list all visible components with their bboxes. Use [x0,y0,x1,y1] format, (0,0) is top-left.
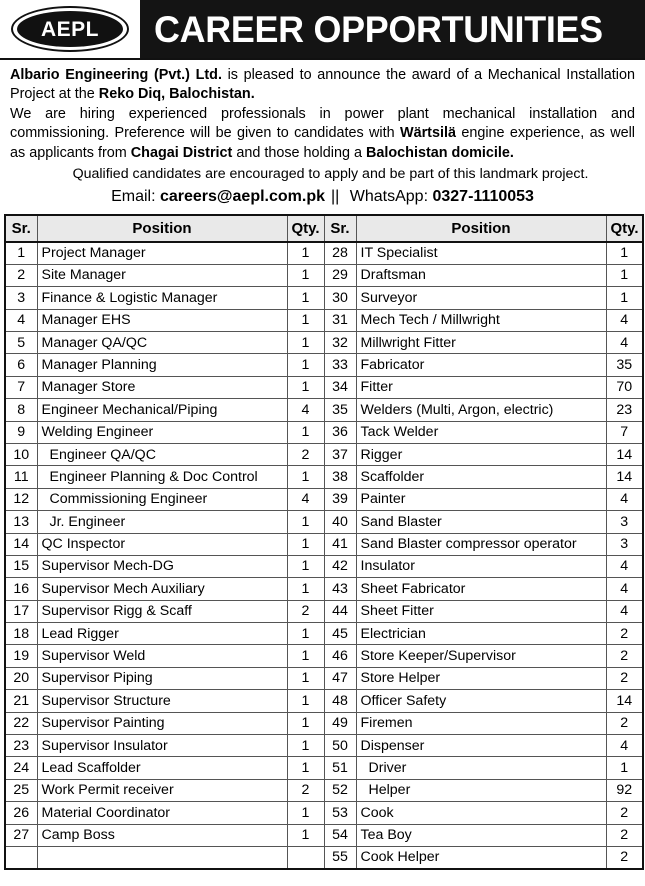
header-banner [0,0,645,60]
cell-qty-right: 4 [606,578,643,600]
cell-sr-right: 35 [324,399,356,421]
cell-qty-left: 1 [287,757,324,779]
cell-qty-right: 4 [606,488,643,510]
cell-sr-left: 17 [5,600,37,622]
cell-qty-left: 2 [287,443,324,465]
cell-qty-left: 1 [287,735,324,757]
cell-position-left [37,846,287,868]
table-row [5,488,643,510]
table-row [5,511,643,533]
cell-sr-left: 13 [5,511,37,533]
cell-qty-left: 1 [287,555,324,577]
cell-qty-right: 4 [606,555,643,577]
cell-qty-left: 1 [287,667,324,689]
cell-position-left: Lead Rigger [37,623,287,645]
encouragement-line: Qualified candidates are encouraged to apply and be part of this landmark project. [72,165,589,182]
jobs-table-body [5,242,643,869]
district-name: Chagai District [130,144,233,161]
table-row [5,309,643,331]
cell-qty-right: 2 [606,846,643,868]
contact-separator: || [331,187,340,205]
email-label: Email: [111,187,156,205]
table-row [5,399,643,421]
cell-sr-right: 55 [324,846,356,868]
cell-position-left: Finance & Logistic Manager [37,287,287,309]
cell-position-right: Insulator [356,555,606,577]
cell-position-right: Electrician [356,623,606,645]
cell-qty-left: 1 [287,623,324,645]
cell-position-right: Rigger [356,443,606,465]
cell-position-left: Supervisor Weld [37,645,287,667]
cell-sr-left: 21 [5,690,37,712]
intro-p2-a: We are hiring experienced professionals in power plant mechanical installation and commissioning. Preference will be given to candidates with [10,106,635,142]
cell-qty-left: 1 [287,511,324,533]
cell-qty-right: 14 [606,690,643,712]
email-address[interactable]: careers@aepl.com.pk [159,187,325,205]
cell-position-left: Lead Scaffolder [37,757,287,779]
cell-qty-right: 4 [606,735,643,757]
header-sr-right: Sr. [324,215,356,242]
cell-sr-right: 42 [324,555,356,577]
cell-sr-left: 19 [5,645,37,667]
cell-sr-right: 51 [324,757,356,779]
cell-sr-right: 49 [324,712,356,734]
cell-position-right: Draftsman [356,264,606,286]
cell-qty-right: 14 [606,466,643,488]
cell-sr-right: 41 [324,533,356,555]
cell-position-left: Camp Boss [37,824,287,846]
table-row [5,331,643,353]
cell-sr-left: 25 [5,779,37,801]
cell-sr-right: 29 [324,264,356,286]
cell-sr-right: 46 [324,645,356,667]
cell-position-right: Mech Tech / Millwright [356,309,606,331]
cell-sr-right: 38 [324,466,356,488]
cell-position-right: Dispenser [356,735,606,757]
cell-qty-right: 70 [606,376,643,398]
cell-sr-right: 43 [324,578,356,600]
cell-position-right: Firemen [356,712,606,734]
cell-qty-right: 92 [606,779,643,801]
cell-qty-left: 1 [287,287,324,309]
table-row [5,287,643,309]
cell-qty-right: 1 [606,242,643,264]
cell-position-right: Sand Blaster compressor operator [356,533,606,555]
cell-qty-left: 1 [287,645,324,667]
cell-position-right: Painter [356,488,606,510]
cell-qty-left [287,846,324,868]
cell-sr-right: 37 [324,443,356,465]
cell-qty-right: 2 [606,623,643,645]
cell-qty-right: 1 [606,264,643,286]
cell-sr-left: 10 [5,443,37,465]
cell-sr-left: 24 [5,757,37,779]
company-logo [0,0,140,58]
table-row [5,354,643,376]
cell-sr-left: 1 [5,242,37,264]
table-row [5,735,643,757]
cell-sr-left: 27 [5,824,37,846]
cell-sr-left: 6 [5,354,37,376]
cell-qty-right: 3 [606,511,643,533]
table-row [5,802,643,824]
table-row [5,555,643,577]
cell-position-right: Fitter [356,376,606,398]
cell-qty-left: 1 [287,712,324,734]
contact-line [10,186,635,207]
page-title: CAREER OPPORTUNITIES [154,8,603,50]
cell-qty-left: 4 [287,399,324,421]
table-row [5,623,643,645]
cell-sr-right: 32 [324,331,356,353]
cell-position-left: Supervisor Mech-DG [37,555,287,577]
cell-sr-left: 8 [5,399,37,421]
cell-position-left: Engineer Planning & Doc Control [37,466,287,488]
cell-sr-left: 3 [5,287,37,309]
cell-qty-right: 1 [606,757,643,779]
table-row [5,824,643,846]
cell-position-left: Supervisor Mech Auxiliary [37,578,287,600]
cell-qty-left: 1 [287,533,324,555]
cell-sr-left: 9 [5,421,37,443]
cell-sr-left: 7 [5,376,37,398]
cell-position-right: IT Specialist [356,242,606,264]
logo-text: AEPL [40,17,99,41]
cell-position-left: Manager EHS [37,309,287,331]
table-row [5,421,643,443]
table-row [5,264,643,286]
cell-sr-right: 30 [324,287,356,309]
whatsapp-label: WhatsApp: [349,187,429,205]
whatsapp-number[interactable]: 0327-1110053 [432,187,534,205]
cell-qty-left: 1 [287,354,324,376]
cell-sr-right: 28 [324,242,356,264]
cell-position-right: Helper [356,779,606,801]
cell-sr-left: 5 [5,331,37,353]
table-row [5,242,643,264]
cell-qty-right: 2 [606,712,643,734]
cell-sr-left: 11 [5,466,37,488]
cell-sr-right: 31 [324,309,356,331]
cell-position-left: Engineer QA/QC [37,443,287,465]
cell-position-right: Cook [356,802,606,824]
cell-qty-right: 35 [606,354,643,376]
cell-position-right: Fabricator [356,354,606,376]
cell-sr-left: 4 [5,309,37,331]
header-qty-right: Qty. [606,215,643,242]
cell-sr-left: 23 [5,735,37,757]
cell-qty-right: 2 [606,824,643,846]
cell-sr-left: 22 [5,712,37,734]
cell-sr-left: 12 [5,488,37,510]
cell-position-right: Scaffolder [356,466,606,488]
cell-position-left: Supervisor Insulator [37,735,287,757]
cell-position-left: Manager Planning [37,354,287,376]
cell-qty-left: 1 [287,421,324,443]
cell-position-right: Millwright Fitter [356,331,606,353]
cell-qty-left: 1 [287,802,324,824]
cell-qty-left: 1 [287,309,324,331]
intro-paragraph-2 [10,105,635,162]
cell-sr-right: 53 [324,802,356,824]
cell-sr-left: 2 [5,264,37,286]
cell-sr-left: 14 [5,533,37,555]
domicile-requirement: Balochistan domicile. [365,144,514,161]
table-row [5,757,643,779]
table-header-row [5,215,643,242]
jobs-table-container [0,214,645,874]
cell-qty-left: 1 [287,690,324,712]
cell-qty-left: 1 [287,331,324,353]
cell-position-right: Store Helper [356,667,606,689]
logo-outer-ring [11,6,129,52]
cell-position-left: Work Permit receiver [37,779,287,801]
cell-position-left: Manager Store [37,376,287,398]
logo-inner-badge [17,11,123,47]
cell-position-left: Engineer Mechanical/Piping [37,399,287,421]
table-row [5,376,643,398]
cell-position-left: Jr. Engineer [37,511,287,533]
cell-position-left: Supervisor Rigg & Scaff [37,600,287,622]
cell-sr-right: 48 [324,690,356,712]
project-location: Reko Diq, Balochistan. [98,86,255,103]
cell-sr-left: 16 [5,578,37,600]
cell-qty-left: 1 [287,264,324,286]
cell-position-left: Supervisor Painting [37,712,287,734]
cell-position-left: Welding Engineer [37,421,287,443]
cell-position-left: Manager QA/QC [37,331,287,353]
header-qty-left: Qty. [287,215,324,242]
cell-sr-right: 47 [324,667,356,689]
cell-sr-left: 26 [5,802,37,824]
cell-qty-right: 14 [606,443,643,465]
cell-sr-right: 40 [324,511,356,533]
table-row [5,533,643,555]
intro-text-block [0,60,645,214]
cell-position-right: Store Keeper/Supervisor [356,645,606,667]
cell-sr-left: 15 [5,555,37,577]
header-position-left: Position [37,215,287,242]
cell-sr-right: 45 [324,623,356,645]
cell-position-right: Officer Safety [356,690,606,712]
cell-position-left: Site Manager [37,264,287,286]
cell-position-left: QC Inspector [37,533,287,555]
cell-qty-right: 4 [606,600,643,622]
cell-sr-right: 54 [324,824,356,846]
table-row [5,712,643,734]
cell-position-left: Supervisor Piping [37,667,287,689]
cell-position-left: Supervisor Structure [37,690,287,712]
jobs-table [4,214,644,870]
intro-p2-c: and those holding a [232,144,366,161]
cell-position-left: Project Manager [37,242,287,264]
cell-qty-left: 2 [287,600,324,622]
cell-position-right: Cook Helper [356,846,606,868]
cell-position-right: Surveyor [356,287,606,309]
table-row [5,600,643,622]
cell-sr-right: 39 [324,488,356,510]
cell-qty-left: 1 [287,578,324,600]
cell-sr-left [5,846,37,868]
cell-sr-left: 20 [5,667,37,689]
cell-sr-right: 44 [324,600,356,622]
table-row [5,578,643,600]
cell-qty-left: 1 [287,376,324,398]
intro-paragraph-1 [10,66,635,104]
cell-qty-left: 2 [287,779,324,801]
cell-position-right: Sand Blaster [356,511,606,533]
cell-sr-right: 52 [324,779,356,801]
cell-sr-right: 34 [324,376,356,398]
cell-qty-left: 1 [287,242,324,264]
cell-qty-left: 1 [287,824,324,846]
cell-position-right: Sheet Fabricator [356,578,606,600]
cell-qty-left: 1 [287,466,324,488]
table-row [5,690,643,712]
cell-sr-right: 36 [324,421,356,443]
cell-position-left: Material Coordinator [37,802,287,824]
table-row [5,779,643,801]
cell-position-right: Driver [356,757,606,779]
cell-sr-left: 18 [5,623,37,645]
cell-qty-right: 7 [606,421,643,443]
cell-position-right: Tea Boy [356,824,606,846]
banner-title-container [140,0,645,58]
cell-position-right: Tack Welder [356,421,606,443]
intro-p2-b: engine experience, as well as applicants from [10,125,635,161]
cell-qty-right: 4 [606,331,643,353]
cell-position-right: Sheet Fitter [356,600,606,622]
cell-qty-right: 23 [606,399,643,421]
engine-brand: Wärtsilä [399,125,456,142]
cell-sr-right: 50 [324,735,356,757]
table-row [5,466,643,488]
company-name: Albario Engineering (Pvt.) Ltd. [10,67,222,83]
table-row [5,443,643,465]
table-row [5,645,643,667]
cell-qty-right: 2 [606,645,643,667]
header-sr-left: Sr. [5,215,37,242]
cell-qty-right: 2 [606,802,643,824]
cell-position-right: Welders (Multi, Argon, electric) [356,399,606,421]
intro-p1-middle: is pleased to announce the award of a Mechanical Installation Project at the [10,67,635,103]
cell-qty-left: 4 [287,488,324,510]
cell-qty-right: 4 [606,309,643,331]
cell-qty-right: 2 [606,667,643,689]
header-position-right: Position [356,215,606,242]
cell-qty-right: 1 [606,287,643,309]
cell-qty-right: 3 [606,533,643,555]
table-row [5,846,643,868]
cell-position-left: Commissioning Engineer [37,488,287,510]
table-row [5,667,643,689]
cell-sr-right: 33 [324,354,356,376]
